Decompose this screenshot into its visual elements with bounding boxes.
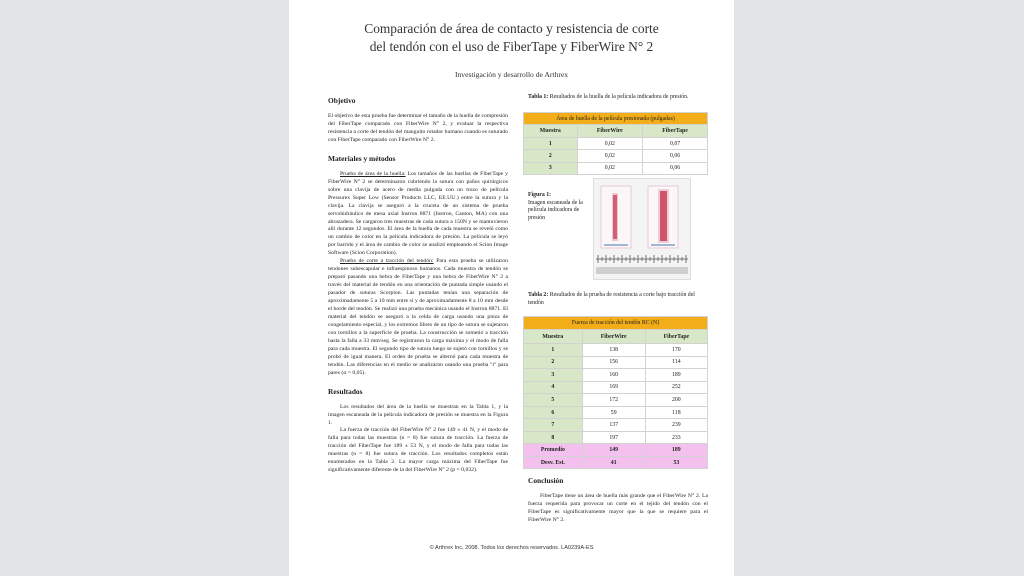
table-2 <box>523 316 708 469</box>
table1-caption-text: Resultados de la huella de la película indicadora de presión. <box>548 94 689 100</box>
table2-cell: 189 <box>645 369 707 382</box>
document-page <box>289 0 734 576</box>
left-column <box>328 96 508 475</box>
table2-cell: 252 <box>645 381 707 394</box>
table-row <box>524 138 708 150</box>
materiales-p1-lead: Prueba de área de la huella: <box>340 170 406 177</box>
table2-cell: 149 <box>582 444 645 457</box>
table2-cell: 169 <box>582 381 645 394</box>
table-row <box>524 162 708 174</box>
table2-cell: Desv. Est. <box>524 456 583 469</box>
table1-cell: 3 <box>524 162 578 174</box>
table2-cell: 5 <box>524 394 583 407</box>
materiales-heading: Materiales y métodos <box>328 153 396 163</box>
table2-cell: 172 <box>582 394 645 407</box>
figure1-caption-text: Imagen escaneada de la película indicadora de presión <box>528 199 583 221</box>
table1-cell: 0,06 <box>643 150 708 162</box>
footer-copyright: © Arthrex Inc, 2008. Todos los derechos reservados. LA0239A-ES <box>429 545 594 551</box>
table-row <box>524 150 708 162</box>
table2-cell: 1 <box>524 344 583 357</box>
table-row <box>524 369 708 382</box>
table2-col-header: FiberTape <box>645 330 707 344</box>
table2-cell: 3 <box>524 369 583 382</box>
table2-cell: 8 <box>524 431 583 444</box>
table2-cell: 6 <box>524 406 583 419</box>
objetivo-text: El objetivo de esta prueba fue determinar el tamaño de la huella de compresión del FiberTape comparado con FiberWire N° 2, y evaluar la respectiva resistencia a corte del tendón del manguito rotador humano cuando es suturado con FiberTape comparado con FiberWire N° 2. <box>328 113 508 143</box>
conclusion-section <box>528 476 708 525</box>
table2-cell: 160 <box>582 369 645 382</box>
table2-cell: Promedio <box>524 444 583 457</box>
table1-col-header: FiberWire <box>577 125 643 138</box>
table2-cell: 156 <box>582 356 645 369</box>
table2-cell: 41 <box>582 456 645 469</box>
table2-cell: 59 <box>582 406 645 419</box>
title-line-1: Comparación de área de contacto y resistencia de corte <box>364 21 659 36</box>
table2-cell: 53 <box>645 456 707 469</box>
table1-col-header: FiberTape <box>643 125 708 138</box>
materiales-paragraph-2 <box>328 258 508 377</box>
materiales-p2-lead: Prueba de corte a tracción del tendón: <box>340 258 434 265</box>
title-line-2: del tendón con el uso de FiberTape y FiberWire N° 2 <box>369 39 654 54</box>
table2-col-header: FiberWire <box>582 330 645 344</box>
table1-cell: 0,02 <box>577 138 643 150</box>
table2-caption <box>528 292 708 307</box>
table2-cell: 118 <box>645 406 707 419</box>
table-row <box>524 344 708 357</box>
table2-cell: 137 <box>582 419 645 432</box>
figure1-caption <box>528 192 588 222</box>
table2-cell: 197 <box>582 431 645 444</box>
objetivo-heading: Objetivo <box>328 96 356 105</box>
document-subtitle: Investigación y desarrollo de Arthrex <box>454 70 569 79</box>
table1-col-header: Muestra <box>524 125 578 138</box>
table-row-stddev <box>524 456 708 469</box>
table1-header: Área de huella de la película presionada (pulgadas) <box>524 113 708 125</box>
pressure-film-scan <box>594 179 690 279</box>
table1-caption-label: Tabla 1: <box>528 94 549 100</box>
table2-cell: 4 <box>524 381 583 394</box>
table-1 <box>523 112 708 175</box>
materiales-p1-text: Los tamaños de las huellas de FiberTape y FiberWire N° 2 se determinaron cubriendo la sutura con paños quirúrgicos sobre una clavija de acero de media pulgada con un trozo de película Pressurex Super Low (Sensor Products LLC, EE.UU.) entre la sutura y la clavija. La clavija se aseguró a la cruceta de un sistema de prueba servohidráulico de mesa axial Instron 8871 (Instron, Canton, MA) con una abrazadera. Se cargaron tres muestras de cada sutura a 150N y se mantuvieron allí durante 12 segundos. El área de la huella de cada muestra se reveló como un cambio de color en la película indicadora de presión. La película se leyó por barrido y el área de cambio de color se analizó empleando el Scion Image Software (Scion Corporation). <box>328 170 509 257</box>
table-row <box>524 406 708 419</box>
resultados-paragraph-1: Los resultados del área de la huella se muestran en la Tabla 1, y la imagen escaneada de la película indicadora de presión se muestra en la Figura 1. <box>328 403 508 426</box>
table2-cell: 114 <box>645 356 707 369</box>
table2-cell: 200 <box>645 394 707 407</box>
conclusion-heading: Conclusión <box>528 476 564 485</box>
resultados-heading: Resultados <box>328 386 363 396</box>
table-row <box>524 356 708 369</box>
resultados-paragraph-2: La fuerza de tracción del FiberWire N° 2 fue 149 ± 41 N, y el modo de falla para todas las muestras (n = 8) fue sutura de tracción. La fuerza de tracción del FiberTape fue 189 ± 53 N, y el modo de falla para todas las muestras (n = 8) fue sutura de tracción. Los resultados completos están enumerados en la Tabla 2. La mayor carga máxima del FiberTape fue significativamente diferente de la del FiberWire N° 2 (p = 0,032). <box>328 427 508 474</box>
table1-cell: 2 <box>524 150 578 162</box>
table2-cell: 189 <box>645 444 707 457</box>
figure1-scan-image <box>593 178 691 280</box>
table2-caption-label: Tabla 2: <box>528 292 549 298</box>
table2-cell: 170 <box>645 344 707 357</box>
figure1-label: Figura 1: <box>528 192 552 198</box>
table2-header: Fuerza de tracción del tendón RC (N) <box>524 317 708 330</box>
table1-cell: 0,06 <box>643 162 708 174</box>
table2-cell: 7 <box>524 419 583 432</box>
table2-col-header: Muestra <box>524 330 583 344</box>
materiales-p2-text: Para esta prueba se utilizaron tendones subescapular e infraespinoso humanos. Cada muestra de tendón se preparó pasando una hebra de FiberTape y una hebra de FiberWire N° 2 a través del material de tendón en una orientación de puntada simple usando el pasador de suturas Scorpion. Las puntadas tenían una separación de aproximadamente 5 a 10 mm entre sí y de aproximadamente 8 a 10 mm desde el borde del tendón. Se realizó una prueba mecánica usando el Instron 8871. El material del tendón se aseguró a la celda de carga usando una pinza de congelamiento especial, y los extremos libres de un tipo de sutura se sujetaron con tornillos a la superficie de prueba. La construcción se sometió a tracción hasta la falla a 33 mm/seg. Se registraron la carga máxima y el modo de falla para cada muestra. El segundo tipo de sutura luego se sujetó con tornillos y se probó de igual manera. El orden de prueba se alternó para cada muestra de tendón. Las diferencias en el medio se analizaron usando una prueba "t" para pares (α = 0,05). <box>328 258 508 376</box>
table2-cell: 239 <box>645 419 707 432</box>
table1-cell: 0,07 <box>643 138 708 150</box>
table1-caption <box>528 94 708 102</box>
conclusion-text: FiberTape tiene un área de huella más grande que el FiberWire N° 2. La fuerza requerida para provocar un corte en el tejido del tendón con el FiberTape es significativamente mayor que la que se requiere para el FiberWire N° 2. <box>528 493 708 523</box>
table-row <box>524 394 708 407</box>
document-title <box>289 20 734 56</box>
table2-cell: 138 <box>582 344 645 357</box>
table2-cell: 2 <box>524 356 583 369</box>
table-row-average <box>524 444 708 457</box>
table1-cell: 0,02 <box>577 162 643 174</box>
table-row <box>524 381 708 394</box>
table-row <box>524 431 708 444</box>
table2-caption-text: Resultados de la prueba de resistencia a corte bajo tracción del tendón <box>528 292 695 306</box>
table2-cell: 233 <box>645 431 707 444</box>
table-row <box>524 419 708 432</box>
materiales-paragraph-1 <box>328 171 508 258</box>
table1-cell: 1 <box>524 138 578 150</box>
table1-cell: 0,02 <box>577 150 643 162</box>
